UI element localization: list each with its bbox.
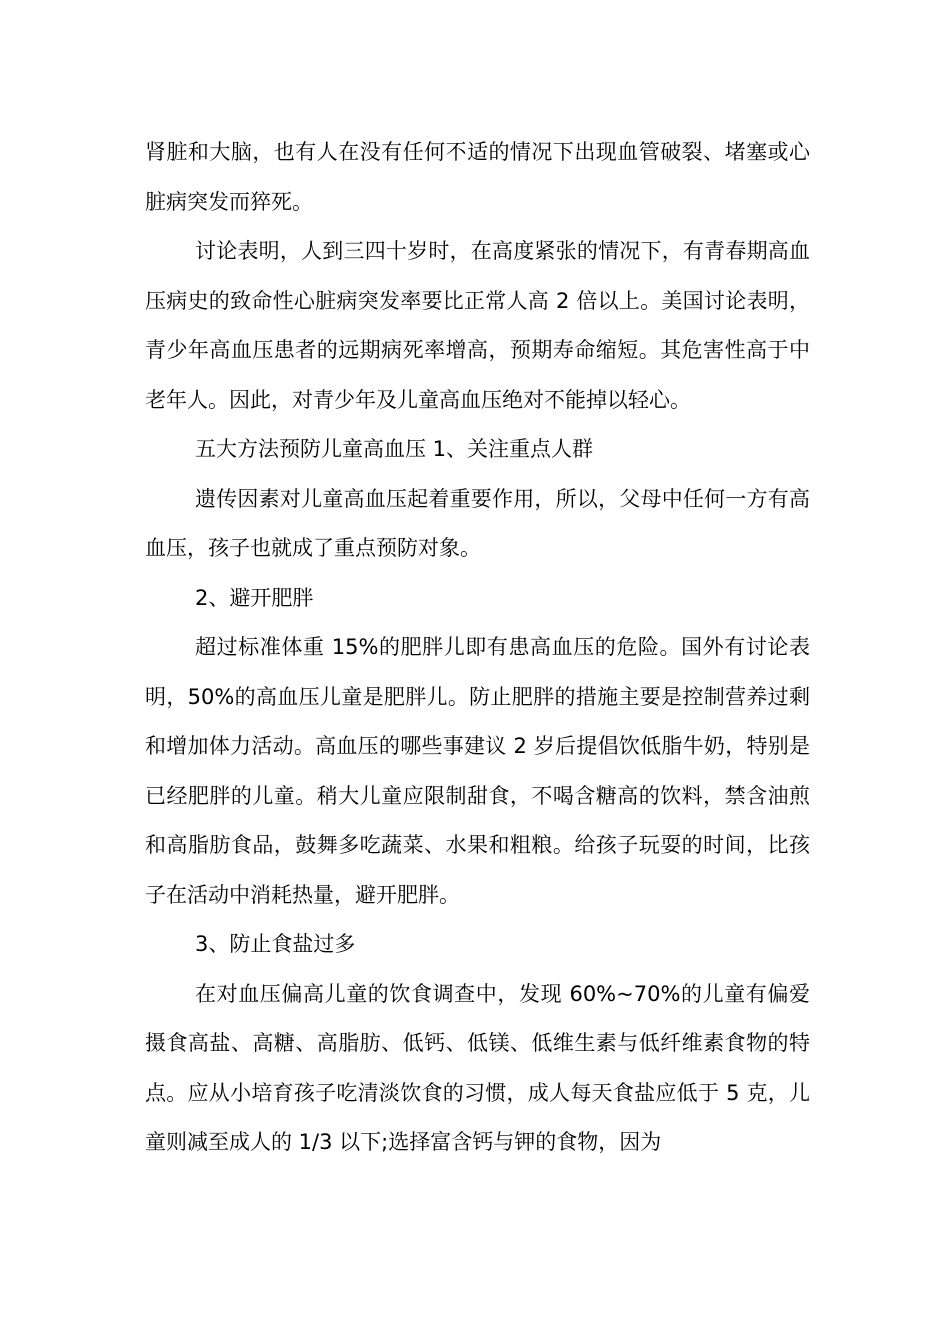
section-heading-1: 五大方法预防儿童高血压 1、关注重点人群 <box>195 437 594 461</box>
paragraph-5: 在对血压偏高儿童的饮食调查中，发现 60%~70%的儿童有偏爱摄食高盐、高糖、高脂肪、低钙、低镁、低维生素与低纤维素食物的特点。应从小培育孩子吃清淡饮食的习惯，成人每天食盐应低于 5 克，儿童则减至成人的 1/3 以下;选择富含钙与钾的食物，因为 <box>145 981 810 1154</box>
section-heading-3: 3、防止食盐过多 <box>195 932 356 956</box>
paragraph-4: 超过标准体重 15%的肥胖儿即有患高血压的危险。国外有讨论表明，50%的高血压儿童是肥胖儿。防止肥胖的措施主要是控制营养过剩和增加体力活动。高血压的哪些事建议 2 岁后提倡饮低脂牛奶，特别是已经肥胖的儿童。稍大儿童应限制甜食，不喝含糖高的饮料，禁含油煎和高脂肪食品，鼓舞多吃蔬菜、水果和粗粮。给孩子玩耍的时间，比孩子在活动中消耗热量，避开肥胖。 <box>145 635 810 907</box>
document-body <box>145 128 810 1168</box>
paragraph-1: 肾脏和大脑，也有人在没有任何不适的情况下出现血管破裂、堵塞或心脏病突发而猝死。 <box>145 140 810 214</box>
section-heading-2: 2、避开肥胖 <box>195 585 314 610</box>
paragraph-3: 遗传因素对儿童高血压起着重要作用，所以，父母中任何一方有高血压，孩子也就成了重点预防对象。 <box>145 486 810 560</box>
paragraph-2: 讨论表明，人到三四十岁时，在高度紧张的情况下，有青春期高血压病史的致命性心脏病突发率要比正常人高 2 倍以上。美国讨论表明，青少年高血压患者的远期病死率增高，预期寿命缩短。其危害性高于中老年人。因此，对青少年及儿童高血压绝对不能掉以轻心。 <box>145 239 810 412</box>
